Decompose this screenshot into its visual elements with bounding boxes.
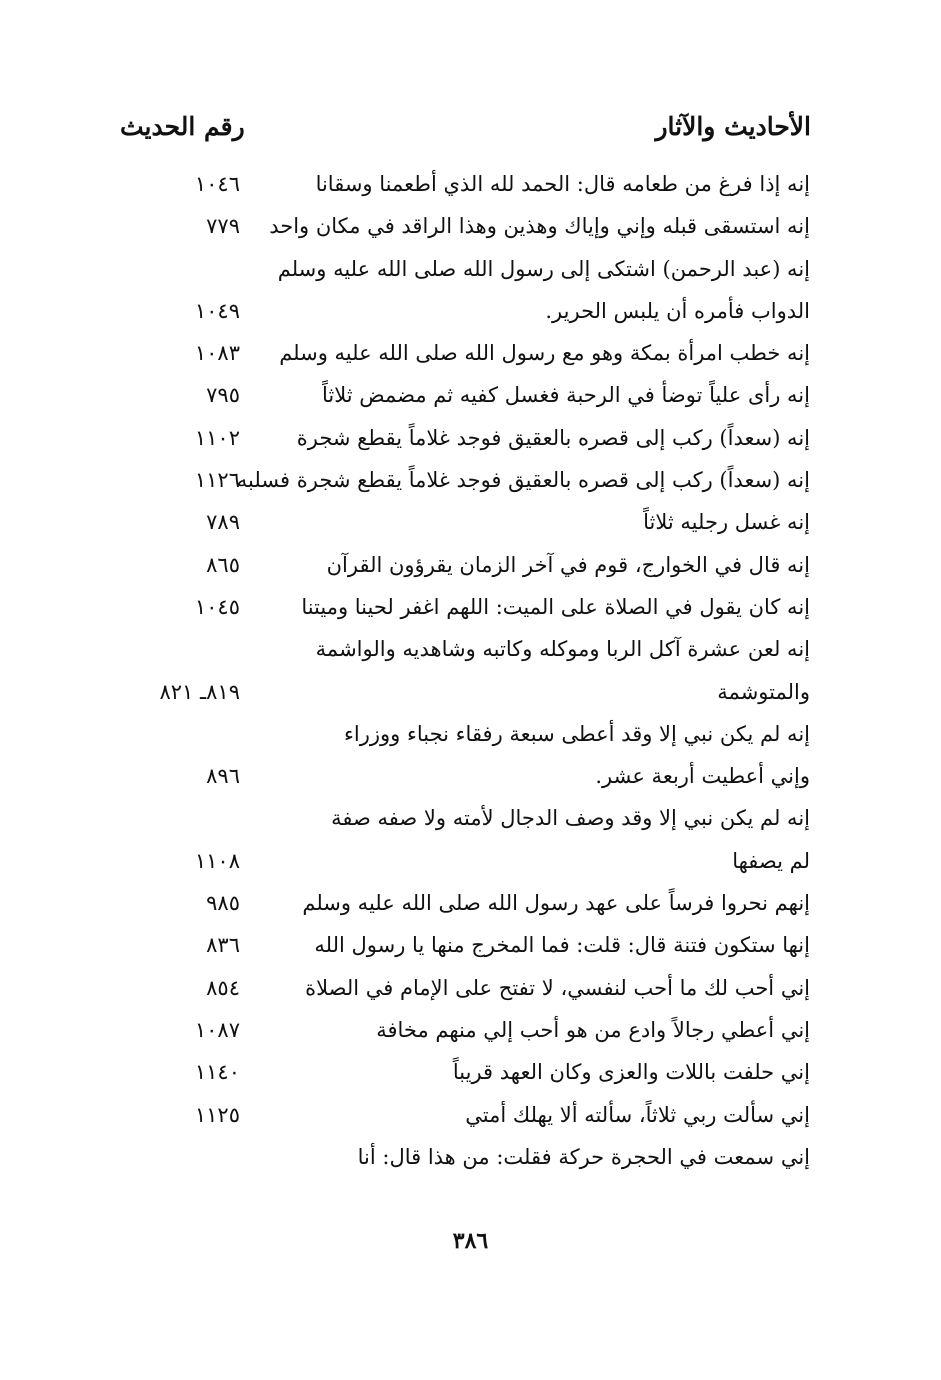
- entry-text: إني سألت ربي ثلاثاً، سألته ألا يهلك أمتي: [465, 1102, 810, 1127]
- hadith-number: ١٠٤٦: [194, 172, 240, 196]
- hadith-number: ٨٣٦: [206, 933, 240, 958]
- hadith-number: ٩٨٥: [206, 891, 240, 916]
- hadith-number: ٧٧٩: [206, 214, 240, 239]
- entry-text: إني حلفت باللات والعزى وكان العهد قريباً: [452, 1060, 810, 1085]
- entry-text: إنه رأى علياً توضأ في الرحبة فغسل كفيه ثم مضمض ثلاثاً: [322, 383, 810, 408]
- index-entry: [110, 459, 810, 501]
- hadith-number: ١١٢٥: [194, 1102, 240, 1127]
- hadith-number: ١٠٤٩: [194, 298, 240, 323]
- index-entry: [110, 797, 810, 839]
- entry-text: إنه لعن عشرة آكل الربا وموكله وكاتبه وشاهديه والواشمة: [315, 637, 810, 662]
- hadith-number: ٨١٩ـ ٨٢١: [159, 679, 240, 704]
- index-entry: [110, 713, 810, 755]
- index-entry: [110, 417, 810, 459]
- hadith-number: ٨٦٥: [206, 552, 240, 577]
- hadith-number: ١٠٨٧: [194, 1017, 240, 1042]
- entry-text: إنه لم يكن نبي إلا وقد أعطى سبعة رفقاء نجباء ووزراء: [344, 721, 810, 746]
- index-entry: [110, 332, 810, 374]
- hadith-number: ١١٤٠: [194, 1060, 240, 1085]
- index-entry: [110, 671, 810, 713]
- entry-text: إني سمعت في الحجرة حركة فقلت: من هذا قال: أنا: [357, 1144, 810, 1169]
- number-column-title: رقم الحديث: [120, 112, 245, 141]
- entry-text: إنه كان يقول في الصلاة على الميت: اللهم اغفر لحينا وميتنا: [301, 594, 810, 619]
- index-entry: [110, 374, 810, 416]
- hadith-number: ١٠٨٣: [194, 341, 240, 366]
- index-entry: [110, 163, 810, 205]
- index-entry: [110, 586, 810, 628]
- index-entry: [110, 882, 810, 924]
- entry-text: إني أحب لك ما أحب لنفسي، لا تفتح على الإمام في الصلاة: [305, 975, 810, 1000]
- index-entry: [110, 248, 810, 290]
- index-entry: [110, 1009, 810, 1051]
- index-entry: [110, 1136, 810, 1178]
- entry-text: الدواب فأمره أن يلبس الحرير.: [545, 298, 810, 323]
- entry-text: إنه (سعداً) ركب إلى قصره بالعقيق فوجد غلاماً يقطع شجرة فسلبه: [236, 468, 810, 493]
- index-entry: [110, 924, 810, 966]
- index-entry: [110, 544, 810, 586]
- index-entry: [110, 290, 810, 332]
- index-entry: [110, 1051, 810, 1093]
- index-entry: [110, 205, 810, 247]
- hadith-index-list: [110, 163, 810, 1178]
- entry-text: إنه إذا فرغ من طعامه قال: الحمد لله الذي أطعمنا وسقانا: [315, 172, 810, 196]
- index-entry: [110, 1094, 810, 1136]
- entry-text: والمتوشمة: [717, 679, 810, 704]
- page-number: ٣٨٦: [452, 1228, 489, 1254]
- hadith-number: ٨٩٦: [206, 764, 240, 789]
- entry-text: إنه (سعداً) ركب إلى قصره بالعقيق فوجد غلاماً يقطع شجرة: [296, 425, 810, 450]
- entry-text: إنه (عبد الرحمن) اشتكى إلى رسول الله صلى الله عليه وسلم: [277, 256, 810, 281]
- entry-text: لم يصفها: [732, 848, 810, 873]
- entry-text: إنه لم يكن نبي إلا وقد وصف الدجال لأمته ولا صفه صفة: [331, 806, 810, 831]
- hadith-number: ٧٨٩: [206, 510, 240, 535]
- index-entry: [110, 628, 810, 670]
- index-entry: [110, 501, 810, 543]
- entry-text: وإني أعطيت أربعة عشر.: [595, 764, 810, 789]
- entry-text: إنها ستكون فتنة قال: قلت: فما المخرج منها يا رسول الله: [314, 933, 810, 958]
- index-entry: [110, 840, 810, 882]
- hadith-number: ١١٠٨: [194, 848, 240, 873]
- hadith-number: ١٠٤٥: [194, 594, 240, 619]
- index-entry: [110, 755, 810, 797]
- entry-text: إني أعطي رجالاً وادع من هو أحب إلي منهم مخافة: [376, 1017, 810, 1042]
- entry-text: إنه غسل رجليه ثلاثاً: [643, 510, 810, 535]
- entry-text: إنه استسقى قبله وإني وإياك وهذين وهذا الراقد في مكان واحد: [269, 214, 810, 239]
- hadith-number: ١١٢٦: [194, 468, 240, 493]
- hadith-number: ٧٩٥: [206, 383, 240, 408]
- entry-text: إنه قال في الخوارج، قوم في آخر الزمان يقرؤون القرآن: [326, 552, 810, 577]
- hadith-number: ٨٥٤: [206, 975, 240, 1000]
- section-title: الأحاديث والآثار: [655, 112, 811, 141]
- entry-text: إنهم نحروا فرساً على عهد رسول الله صلى الله عليه وسلم: [302, 891, 810, 916]
- index-entry: [110, 967, 810, 1009]
- entry-text: إنه خطب امرأة بمكة وهو مع رسول الله صلى الله عليه وسلم: [279, 341, 810, 366]
- hadith-number: ١١٠٢: [194, 425, 240, 450]
